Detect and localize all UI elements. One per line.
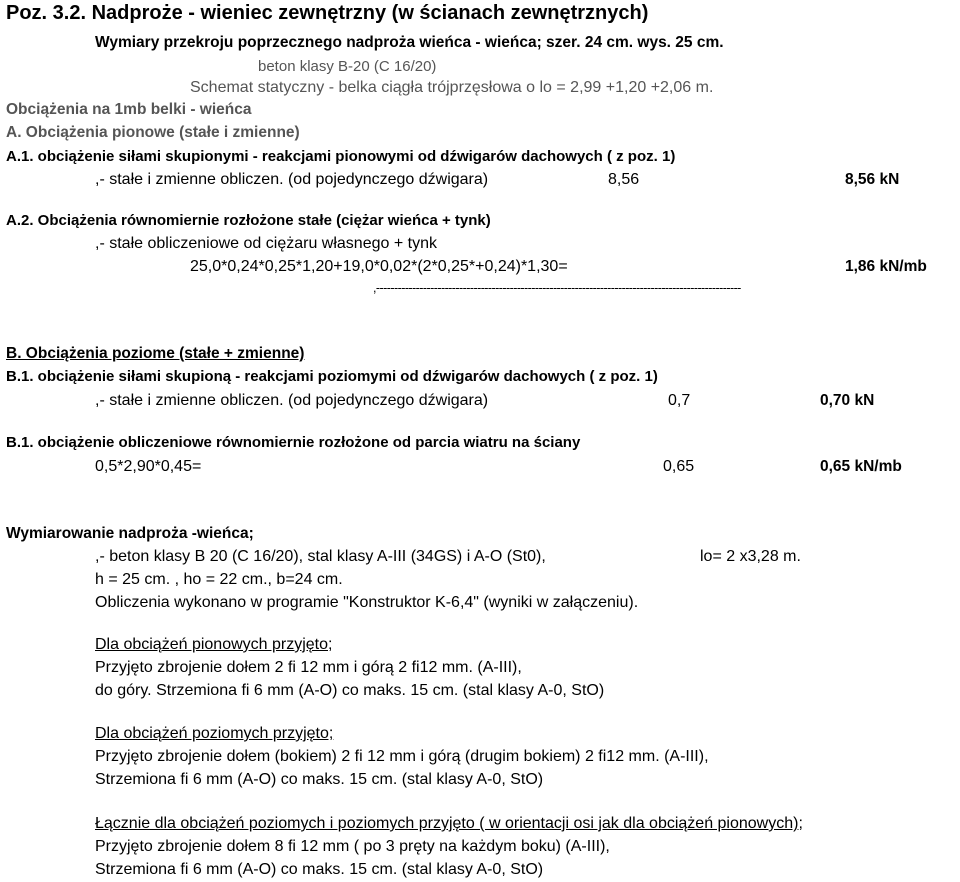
a1-result: 8,56 kN	[845, 171, 900, 188]
sizing-dimensions: h = 25 cm. , ho = 22 cm., b=24 cm.	[95, 571, 343, 588]
sizing-span: lo= 2 x3,28 m.	[700, 548, 801, 565]
a2-description: ,- stałe obliczeniowe od ciężaru własnego + tynk	[95, 235, 437, 252]
b1-wind-heading: B.1. obciążenie obliczeniowe równomiernie rozłożone od parcia wiatru na ściany	[6, 434, 581, 451]
sizing-materials: ,- beton klasy B 20 (C 16/20), stal klasy A-III (34GS) i A-O (St0),	[95, 548, 546, 565]
concrete-class: beton klasy B-20 (C 16/20)	[258, 58, 437, 75]
a2-heading: A.2. Obciążenia równomiernie rozłożone stałe (ciężar wieńca + tynk)	[6, 212, 491, 229]
vertical-loads-heading: Dla obciążeń pionowych przyjęto;	[95, 636, 333, 653]
cross-section-dimensions: Wymiary przekroju poprzecznego nadproża wieńca - wieńca; szer. 24 cm. wys. 25 cm.	[95, 34, 724, 51]
combined-stirrups: Strzemiona fi 6 mm (A-O) co maks. 15 cm. (stal klasy A-0, StO)	[95, 861, 544, 878]
a1-value: 8,56	[608, 171, 640, 188]
b1-result: 0,70 kN	[820, 392, 875, 409]
a2-result: 1,86 kN/mb	[845, 258, 927, 275]
combined-reinforcement: Przyjęto zbrojenie dołem 8 fi 12 mm ( po 3 pręty na każdym boku) (A-III),	[95, 838, 610, 855]
section-b-heading: B. Obciążenia poziome (stałe + zmienne)	[6, 345, 305, 362]
position-title: Poz. 3.2. Nadproże - wieniec zewnętrzny (w ścianach zewnętrznych)	[6, 2, 649, 24]
horizontal-loads-heading: Dla obciążeń poziomych przyjęto;	[95, 725, 334, 742]
loads-header: Obciążenia na 1mb belki - wieńca	[6, 101, 252, 118]
sizing-heading: Wymiarowanie nadproża -wieńca;	[6, 525, 254, 542]
b1-wind-value: 0,65	[663, 458, 695, 475]
horizontal-reinforcement: Przyjęto zbrojenie dołem (bokiem) 2 fi 12 mm i górą (drugim bokiem) 2 fi12 mm. (A-III),	[95, 748, 709, 765]
static-scheme: Schemat statyczny - belka ciągła trójprzęsłowa o lo = 2,99 +1,20 +2,06 m.	[190, 79, 714, 96]
vertical-stirrups: do góry. Strzemiona fi 6 mm (A-O) co maks. 15 cm. (stal klasy A-0, StO)	[95, 682, 605, 699]
b1-value: 0,7	[668, 392, 691, 409]
b1-wind-result: 0,65 kN/mb	[820, 458, 902, 475]
b1-description: ,- stałe i zmienne obliczen. (od pojedynczego dźwigara)	[95, 392, 489, 409]
combined-loads-heading: Łącznie dla obciążeń poziomych i poziomych przyjęto ( w orientacji osi jak dla obciążeń pionowych);	[95, 815, 803, 832]
a1-heading: A.1. obciążenie siłami skupionymi - reakcjami pionowymi od dźwigarów dachowych ( z poz. 1)	[6, 148, 676, 165]
b1-heading: B.1. obciążenie siłami skupioną - reakcjami poziomymi od dźwigarów dachowych ( z poz. 1)	[6, 368, 658, 385]
vertical-reinforcement: Przyjęto zbrojenie dołem 2 fi 12 mm i górą 2 fi12 mm. (A-III),	[95, 659, 522, 676]
b1-wind-formula: 0,5*2,90*0,45=	[95, 458, 202, 475]
a1-description: ,- stałe i zmienne obliczen. (od pojedynczego dźwigara)	[95, 171, 489, 188]
section-a-heading: A. Obciążenia pionowe (stałe i zmienne)	[6, 124, 300, 141]
horizontal-stirrups: Strzemiona fi 6 mm (A-O) co maks. 15 cm. (stal klasy A-0, StO)	[95, 771, 544, 788]
a2-formula: 25,0*0,24*0,25*1,20+19,0*0,02*(2*0,25*+0,24)*1,30=	[190, 258, 568, 275]
sizing-program-note: Obliczenia wykonano w programie "Konstruktor K-6,4" (wyniki w załączeniu).	[95, 594, 639, 611]
a2-separator: ,-----------------------------------------------------------------------------------------------------	[373, 281, 741, 295]
